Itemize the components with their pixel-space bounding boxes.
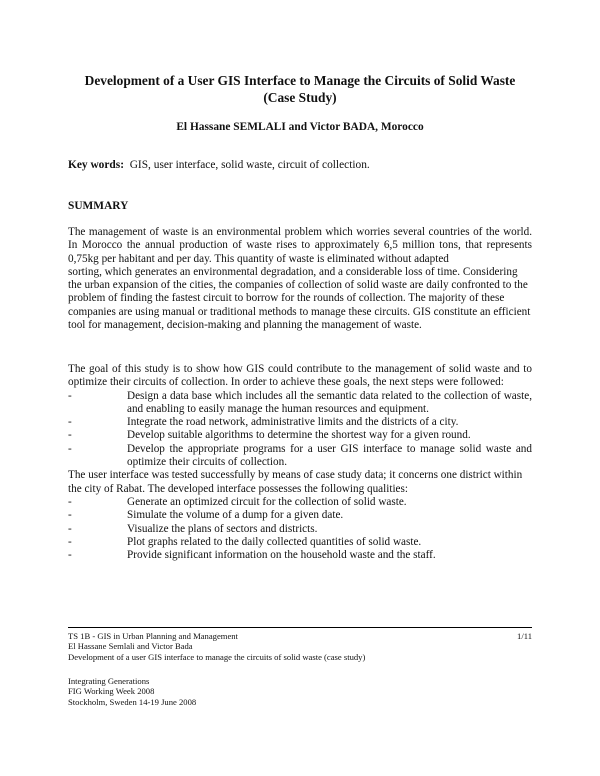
bullet-dash: - xyxy=(68,522,72,535)
quality-text: Generate an optimized circuit for the collection of solid waste. xyxy=(127,495,407,508)
keywords-text: GIS, user interface, solid waste, circuit of collection. xyxy=(129,159,370,171)
bullet-dash: - xyxy=(68,442,72,455)
footer-authors: El Hassane Semlali and Victor Bada xyxy=(68,641,193,652)
footer-paper-title: Development of a user GIS interface to manage the circuits of solid waste (case study) xyxy=(68,651,366,662)
bullet-dash: - xyxy=(68,495,72,508)
bullet-dash: - xyxy=(68,535,72,548)
bullet-dash: - xyxy=(68,389,72,402)
quality-item xyxy=(68,523,532,536)
authors: El Hassane SEMLALI and Victor BADA, Morocco xyxy=(176,121,424,133)
conference-info xyxy=(68,676,532,707)
summary-heading: SUMMARY xyxy=(68,200,129,212)
page-number: 1/11 xyxy=(517,631,532,641)
qualities-intro: The user interface was tested successfully by means of case study data; it concerns one district within the city of Rabat. The developed interface possesses the following qualities: xyxy=(68,469,523,495)
title-line-2: (Case Study) xyxy=(263,90,337,105)
step-item xyxy=(68,416,532,429)
summary-paragraph-1 xyxy=(68,226,532,332)
footer-event: Integrating Generations xyxy=(68,676,150,686)
keywords xyxy=(68,158,370,172)
step-text: Design a data base which includes all the semantic data related to the collection of waste, and enabling to easily manage the human resources and equipment. xyxy=(127,389,532,415)
step-item xyxy=(68,390,532,417)
step-text: Integrate the road network, administrative limits and the districts of a city. xyxy=(127,416,459,429)
paper-title xyxy=(60,72,540,106)
para1-justified: The management of waste is an environmental problem which worries several countries of the world. In Morocco the annual production of waste rises to approximately 6,5 million tons, that represents 0,75kg per habitant and per day. This quantity of waste is eliminated without adapted xyxy=(68,226,532,265)
goal-paragraph: The goal of this study is to show how GIS could contribute to the management of solid waste and to optimize their circuits of collection. In order to achieve these goals, the next steps were followed: xyxy=(68,363,532,389)
footer-location: Stockholm, Sweden 14-19 June 2008 xyxy=(68,696,197,707)
footer-week: FIG Working Week 2008 xyxy=(68,686,155,697)
quality-item xyxy=(68,496,532,509)
page-footer xyxy=(68,627,532,662)
step-text: Develop suitable algorithms to determine the shortest way for a given round. xyxy=(127,429,471,442)
step-item xyxy=(68,443,532,470)
bullet-dash: - xyxy=(68,509,72,522)
bullet-dash: - xyxy=(68,416,72,429)
footer-session: TS 1B - GIS in Urban Planning and Management xyxy=(68,631,238,641)
quality-text: Visualize the plans of sectors and districts. xyxy=(127,522,318,535)
quality-text: Plot graphs related to the daily collected quantities of solid waste. xyxy=(127,535,422,548)
title-line-1: Development of a User GIS Interface to Manage the Circuits of Solid Waste xyxy=(84,73,516,88)
summary-body xyxy=(68,363,532,562)
quality-item xyxy=(68,536,532,549)
quality-text: Provide significant information on the household waste and the staff. xyxy=(127,549,436,562)
quality-item xyxy=(68,549,532,562)
para1-rest: sorting, which generates an environmental degradation, and a considerable loss of time. Considering the urban expansion of the cities, the companies of collection of solid waste are daily confronted to the problem of finding the fastest circuit to borrow for the rounds of collection. The majority of these companies are using manual or traditional methods to manage these circuits. GIS constitute an efficient tool for management, decision-making and planning the management of waste. xyxy=(68,265,531,332)
keywords-label: Key words: xyxy=(68,159,124,171)
quality-text: Simulate the volume of a dump for a given date. xyxy=(127,509,344,522)
bullet-dash: - xyxy=(68,549,72,562)
quality-item xyxy=(68,509,532,522)
bullet-dash: - xyxy=(68,429,72,442)
step-item xyxy=(68,429,532,442)
step-text: Develop the appropriate programs for a user GIS interface to manage solid waste and optimize their circuits of collection. xyxy=(127,442,532,469)
